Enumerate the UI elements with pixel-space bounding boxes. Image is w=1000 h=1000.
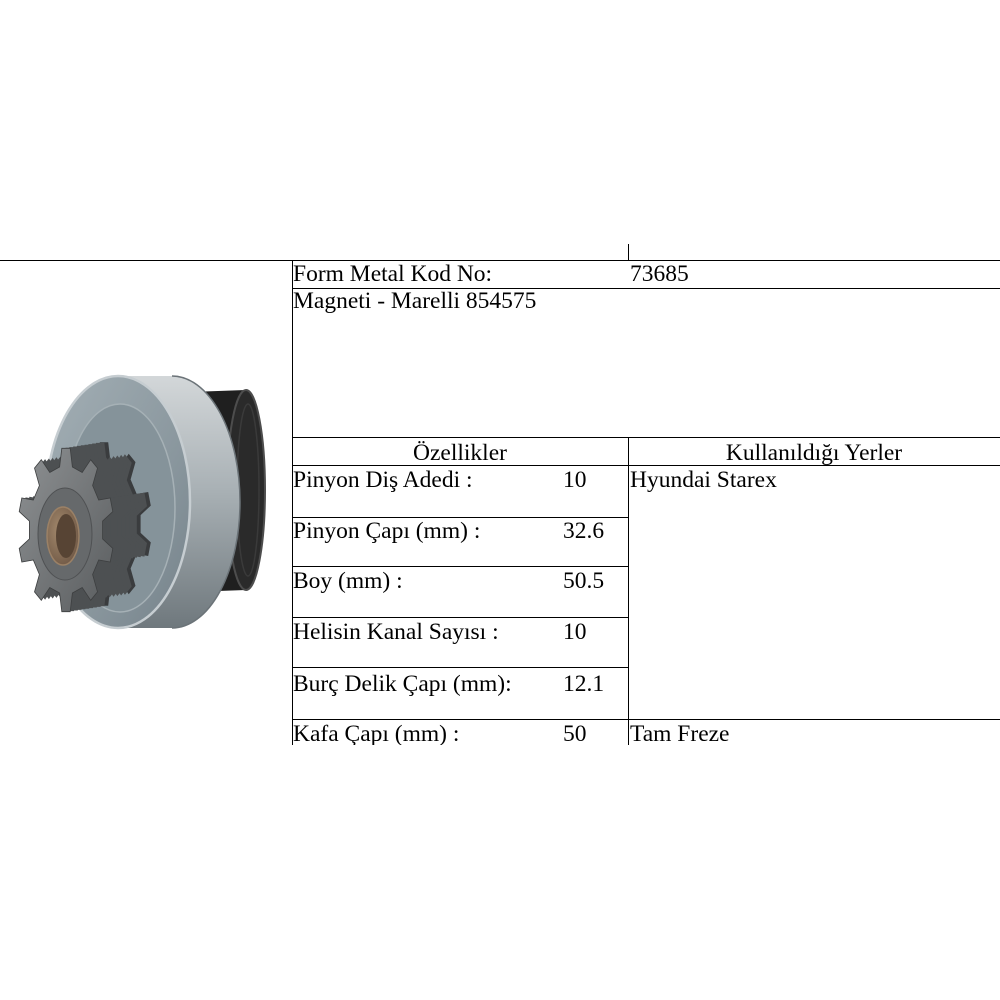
table-border bbox=[292, 719, 1000, 720]
usage-header: Kullanıldığı Yerler bbox=[725, 440, 903, 466]
spec-label: Burç Delik Çapı (mm): bbox=[293, 671, 512, 697]
spec-label: Helisin Kanal Sayısı : bbox=[293, 619, 499, 645]
table-border bbox=[292, 667, 628, 668]
spec-value: 50.5 bbox=[563, 568, 605, 594]
spec-value: 12.1 bbox=[563, 671, 605, 697]
cross-reference: Magneti - Marelli 854575 bbox=[293, 288, 537, 314]
product-code-value: 73685 bbox=[630, 261, 689, 287]
spec-label: Kafa Çapı (mm) : bbox=[293, 721, 460, 745]
spec-label: Pinyon Çapı (mm) : bbox=[293, 518, 481, 544]
table-border bbox=[628, 244, 629, 260]
table-border bbox=[292, 617, 628, 618]
table-border bbox=[0, 260, 1000, 261]
spec-value: 50 bbox=[563, 721, 587, 745]
spec-value: 10 bbox=[563, 467, 587, 493]
spec-value: 32.6 bbox=[563, 518, 605, 544]
features-header: Özellikler bbox=[413, 440, 507, 466]
spec-label: Boy (mm) : bbox=[293, 568, 403, 594]
usage-note: Tam Freze bbox=[630, 721, 730, 745]
table-border bbox=[292, 437, 1000, 438]
spec-label: Pinyon Diş Adedi : bbox=[293, 467, 473, 493]
usage-vehicle: Hyundai Starex bbox=[630, 467, 777, 493]
spec-value: 10 bbox=[563, 619, 587, 645]
table-border bbox=[292, 566, 628, 567]
product-code-label: Form Metal Kod No: bbox=[293, 261, 493, 287]
table-border bbox=[628, 437, 629, 745]
